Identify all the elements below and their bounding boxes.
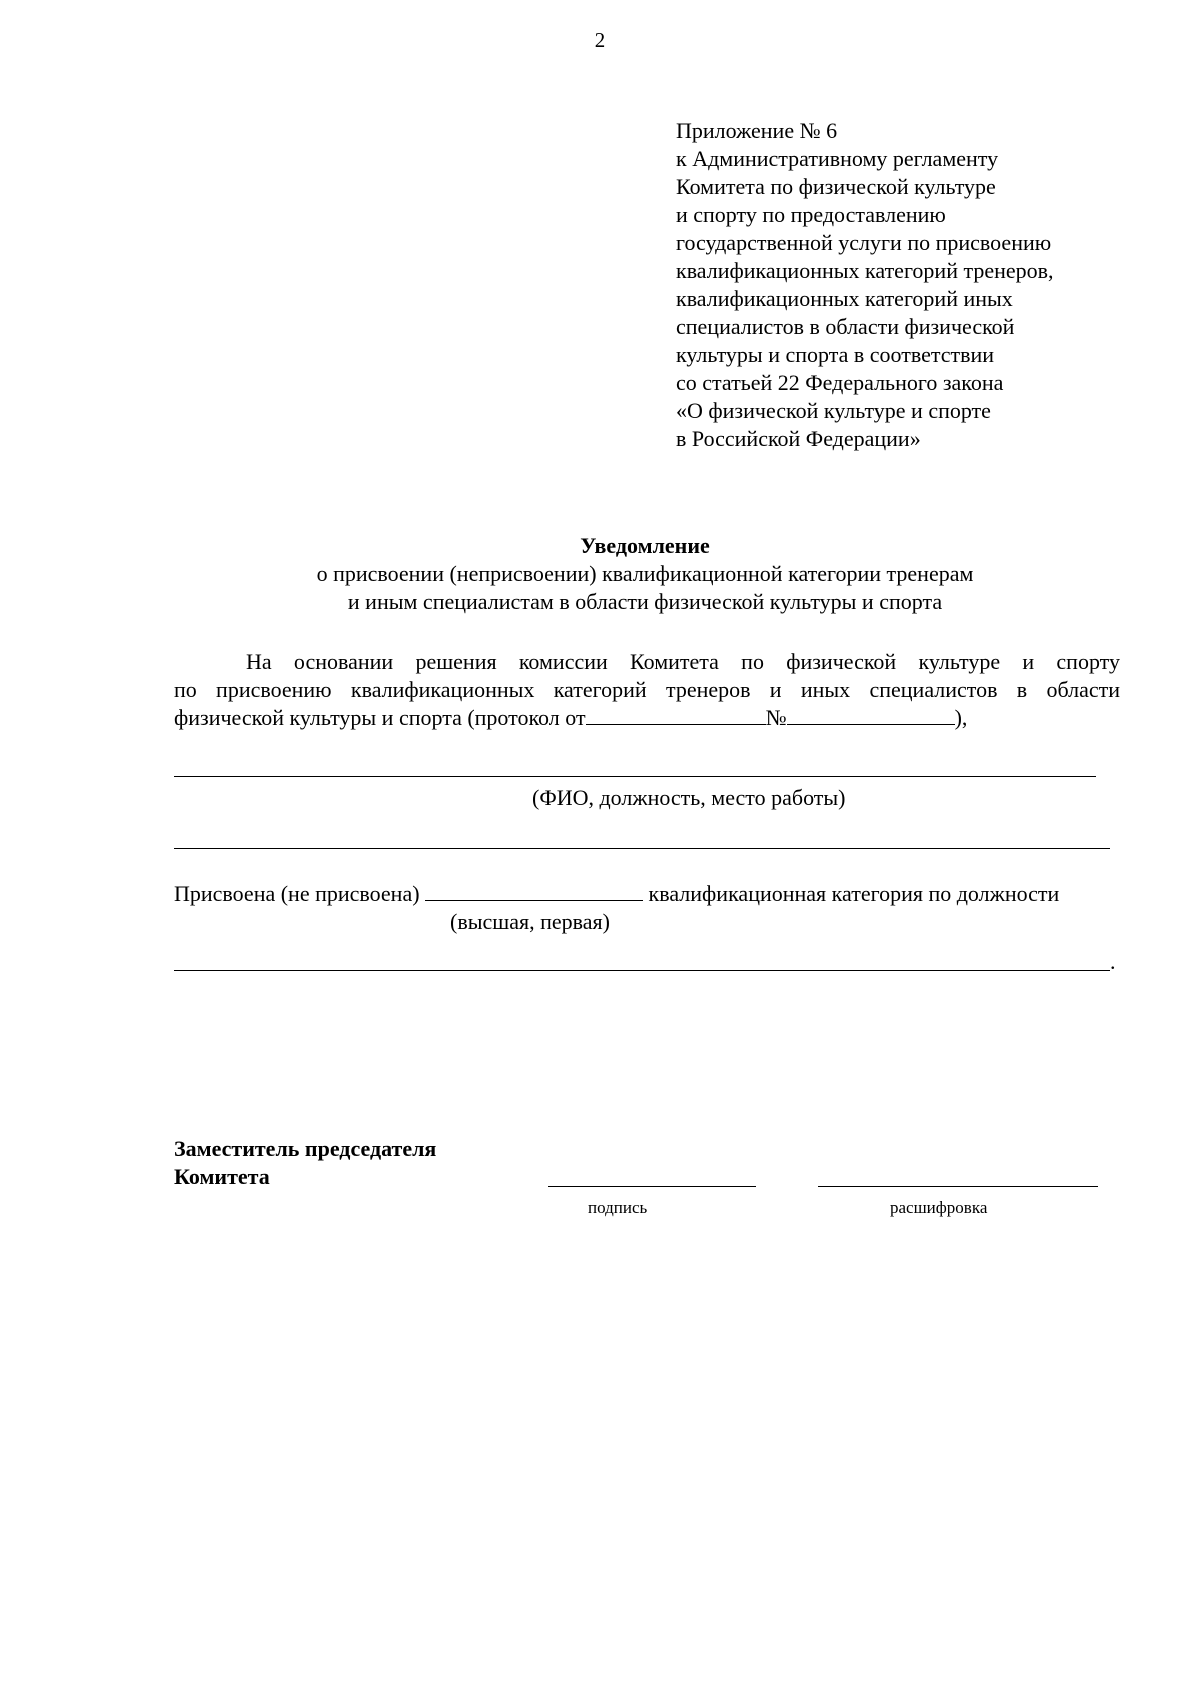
appendix-line: Приложение № 6 [676,118,838,143]
decode-caption: расшифровка [890,1198,988,1217]
appendix-line: «О физической культуре и спорте [676,398,991,423]
appendix-line: в Российской Федерации» [676,426,921,451]
position-field-line[interactable] [174,970,1110,971]
appendix-line: культуры и спорта в соответствии [676,342,995,367]
protocol-number-sign: № [765,705,787,730]
signatory-title-line: Комитета [174,1164,270,1189]
assign-prefix: Присвоена (не присвоена) [174,881,420,906]
basis-line-protocol [174,704,1120,732]
protocol-date-field[interactable] [586,704,766,725]
appendix-line: и спорту по предоставлению [676,202,946,227]
fio-caption: (ФИО, должность, место работы) [532,785,846,810]
appendix-line: Комитета по физической культуре [676,174,996,199]
protocol-prefix: физической культуры и спорта (протокол от [174,705,586,730]
appendix-line: квалификационных категорий иных [676,286,1013,311]
fio-field-line[interactable] [174,776,1096,777]
signature-caption: подпись [588,1198,648,1217]
appendix-line: к Административному регламенту [676,146,999,171]
basis-paragraph [174,648,1120,732]
notice-subtitle-line: о присвоении (неприсвоении) квалификационной категории тренерам [316,561,974,586]
appendix-line: квалификационных категорий тренеров, [676,258,1054,283]
position-end-dot: . [1110,949,1116,974]
category-caption: (высшая, первая) [450,909,610,934]
appendix-line: со статьей 22 Федерального закона [676,370,1004,395]
category-field[interactable] [425,880,643,901]
fio-continuation-line[interactable] [174,848,1110,849]
protocol-suffix: ), [954,705,968,730]
appendix-line: государственной услуги по присвоению [676,230,1052,255]
basis-line: по присвоению квалификационных категорий тренеров и иных специалистов в области [174,677,1120,702]
signature-field[interactable] [548,1186,756,1187]
notice-subtitle-line: и иным специалистам в области физической культуры и спорта [347,589,943,614]
notice-title-block [130,532,1160,616]
basis-line: На основании решения комиссии Комитета по физической культуре и спорту [246,649,1120,674]
assign-row [174,880,1164,908]
protocol-number-field[interactable] [787,704,955,725]
assign-suffix: квалификационная категория по должности [648,881,1060,906]
appendix-header [676,117,1176,453]
signatory-title [174,1135,436,1191]
appendix-line: специалистов в области физической [676,314,1015,339]
page-number: 2 [594,28,606,52]
signatory-title-line: Заместитель председателя [174,1136,437,1161]
notice-title: Уведомление [580,533,710,558]
decode-field[interactable] [818,1186,1098,1187]
